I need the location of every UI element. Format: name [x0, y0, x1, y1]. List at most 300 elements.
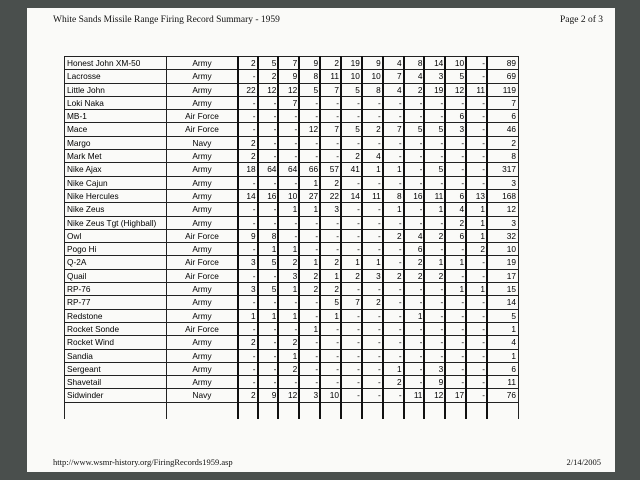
- table-row: [65, 309, 519, 322]
- service-cell: Army: [167, 150, 238, 163]
- missile-name-cell: Lacrosse: [65, 70, 167, 83]
- month-count-cell: -: [404, 96, 425, 109]
- month-count-cell: -: [404, 163, 425, 176]
- month-count-cell: -: [320, 362, 341, 375]
- missile-name-cell: MB-1: [65, 110, 167, 123]
- month-count-cell: 2: [424, 269, 445, 282]
- month-count-cell: 2: [320, 283, 341, 296]
- month-count-cell: -: [258, 176, 279, 189]
- month-count-cell: 1: [341, 256, 362, 269]
- month-count-cell: -: [466, 389, 487, 402]
- month-count-cell: 3: [278, 269, 299, 282]
- month-count-cell: 5: [341, 83, 362, 96]
- total-cell: 3: [487, 216, 518, 229]
- month-count-cell: -: [341, 283, 362, 296]
- month-count-cell: 6: [445, 229, 466, 242]
- month-count-cell: -: [362, 322, 383, 335]
- month-count-cell: 12: [299, 123, 320, 136]
- month-count-cell: -: [466, 96, 487, 109]
- month-count-cell: 8: [383, 189, 404, 202]
- missile-name-cell: Rocket Wind: [65, 336, 167, 349]
- month-count-cell: 3: [238, 256, 258, 269]
- month-count-cell: -: [258, 376, 279, 389]
- total-cell: 317: [487, 163, 518, 176]
- table-row: [65, 349, 519, 362]
- month-count-cell: -: [404, 296, 425, 309]
- month-count-cell: -: [320, 243, 341, 256]
- month-count-cell: -: [445, 150, 466, 163]
- month-count-cell: 1: [278, 203, 299, 216]
- month-count-cell: 10: [278, 189, 299, 202]
- month-count-cell: -: [424, 336, 445, 349]
- month-count-cell: -: [445, 309, 466, 322]
- month-count-cell: 6: [404, 243, 425, 256]
- month-count-cell: -: [362, 176, 383, 189]
- month-count-cell: 2: [278, 336, 299, 349]
- month-count-cell: 64: [278, 163, 299, 176]
- service-cell: Army: [167, 216, 238, 229]
- missile-name-cell: Shavetail: [65, 376, 167, 389]
- month-count-cell: 2: [299, 269, 320, 282]
- month-count-cell: -: [299, 376, 320, 389]
- month-count-cell: 6: [445, 189, 466, 202]
- month-count-cell: -: [466, 150, 487, 163]
- missile-name-cell: Little John: [65, 83, 167, 96]
- month-count-cell: -: [424, 216, 445, 229]
- month-count-cell: 4: [383, 57, 404, 70]
- month-count-cell: -: [404, 203, 425, 216]
- month-count-cell: 1: [383, 362, 404, 375]
- month-count-cell: 2: [278, 362, 299, 375]
- service-cell: Navy: [167, 136, 238, 149]
- service-cell: Army: [167, 296, 238, 309]
- month-count-cell: -: [299, 362, 320, 375]
- missile-name-cell: Sergeant: [65, 362, 167, 375]
- service-cell: Air Force: [167, 229, 238, 242]
- missile-name-cell: Owl: [65, 229, 167, 242]
- month-count-cell: -: [445, 296, 466, 309]
- service-cell: Navy: [167, 389, 238, 402]
- empty-cell: [362, 402, 383, 419]
- month-count-cell: -: [445, 136, 466, 149]
- month-count-cell: -: [466, 309, 487, 322]
- total-cell: 5: [487, 309, 518, 322]
- missile-name-cell: Sandia: [65, 349, 167, 362]
- month-count-cell: -: [299, 136, 320, 149]
- month-count-cell: -: [278, 322, 299, 335]
- month-count-cell: 8: [258, 229, 279, 242]
- month-count-cell: -: [341, 229, 362, 242]
- service-cell: Army: [167, 203, 238, 216]
- total-cell: 3: [487, 176, 518, 189]
- empty-cell: [424, 402, 445, 419]
- month-count-cell: 27: [299, 189, 320, 202]
- month-count-cell: 1: [466, 283, 487, 296]
- month-count-cell: -: [341, 216, 362, 229]
- month-count-cell: 7: [341, 296, 362, 309]
- month-count-cell: -: [404, 322, 425, 335]
- month-count-cell: 2: [341, 150, 362, 163]
- month-count-cell: -: [362, 336, 383, 349]
- month-count-cell: -: [238, 243, 258, 256]
- missile-name-cell: Nike Ajax: [65, 163, 167, 176]
- table-row: [65, 336, 519, 349]
- missile-name-cell: Sidwinder: [65, 389, 167, 402]
- month-count-cell: -: [466, 376, 487, 389]
- month-count-cell: 2: [238, 150, 258, 163]
- month-count-cell: -: [466, 176, 487, 189]
- month-count-cell: 7: [383, 70, 404, 83]
- month-count-cell: -: [445, 336, 466, 349]
- month-count-cell: 12: [278, 83, 299, 96]
- month-count-cell: -: [445, 163, 466, 176]
- total-cell: 14: [487, 296, 518, 309]
- service-cell: Army: [167, 70, 238, 83]
- month-count-cell: -: [383, 296, 404, 309]
- month-count-cell: 2: [445, 216, 466, 229]
- month-count-cell: -: [238, 322, 258, 335]
- month-count-cell: 10: [341, 70, 362, 83]
- month-count-cell: -: [238, 176, 258, 189]
- month-count-cell: -: [445, 176, 466, 189]
- month-count-cell: 66: [299, 163, 320, 176]
- month-count-cell: -: [258, 110, 279, 123]
- month-count-cell: -: [362, 389, 383, 402]
- month-count-cell: -: [238, 203, 258, 216]
- month-count-cell: 1: [362, 163, 383, 176]
- month-count-cell: -: [362, 309, 383, 322]
- table-row: [65, 96, 519, 109]
- month-count-cell: 1: [258, 309, 279, 322]
- month-count-cell: -: [341, 203, 362, 216]
- month-count-cell: -: [445, 96, 466, 109]
- month-count-cell: -: [258, 296, 279, 309]
- month-count-cell: 5: [341, 123, 362, 136]
- table-row: [65, 229, 519, 242]
- month-count-cell: 8: [404, 57, 425, 70]
- month-count-cell: -: [404, 216, 425, 229]
- month-count-cell: 4: [445, 203, 466, 216]
- month-count-cell: 2: [238, 336, 258, 349]
- empty-cell: [238, 402, 258, 419]
- month-count-cell: -: [238, 70, 258, 83]
- month-count-cell: 11: [466, 83, 487, 96]
- table-row: [65, 150, 519, 163]
- month-count-cell: 5: [424, 163, 445, 176]
- month-count-cell: 22: [238, 83, 258, 96]
- service-cell: Air Force: [167, 256, 238, 269]
- month-count-cell: 1: [299, 176, 320, 189]
- month-count-cell: 1: [466, 216, 487, 229]
- month-count-cell: -: [424, 309, 445, 322]
- month-count-cell: -: [299, 150, 320, 163]
- service-cell: Air Force: [167, 322, 238, 335]
- month-count-cell: -: [278, 216, 299, 229]
- month-count-cell: -: [320, 110, 341, 123]
- month-count-cell: -: [278, 229, 299, 242]
- month-count-cell: -: [278, 296, 299, 309]
- firing-record-table: [64, 56, 519, 419]
- service-cell: Army: [167, 163, 238, 176]
- month-count-cell: -: [320, 229, 341, 242]
- month-count-cell: 1: [466, 229, 487, 242]
- month-count-cell: -: [299, 96, 320, 109]
- month-count-cell: 12: [258, 83, 279, 96]
- table-row: [65, 57, 519, 70]
- month-count-cell: -: [299, 296, 320, 309]
- month-count-cell: 64: [258, 163, 279, 176]
- month-count-cell: -: [341, 96, 362, 109]
- month-count-cell: 8: [362, 83, 383, 96]
- month-count-cell: 13: [466, 189, 487, 202]
- month-count-cell: 2: [383, 269, 404, 282]
- missile-name-cell: Mark Met: [65, 150, 167, 163]
- month-count-cell: -: [362, 283, 383, 296]
- month-count-cell: 2: [362, 296, 383, 309]
- month-count-cell: 1: [445, 256, 466, 269]
- month-count-cell: -: [341, 336, 362, 349]
- month-count-cell: -: [362, 203, 383, 216]
- service-cell: Army: [167, 349, 238, 362]
- total-cell: 4: [487, 336, 518, 349]
- service-cell: Army: [167, 83, 238, 96]
- month-count-cell: -: [404, 336, 425, 349]
- month-count-cell: -: [424, 322, 445, 335]
- month-count-cell: -: [466, 110, 487, 123]
- month-count-cell: 6: [445, 110, 466, 123]
- month-count-cell: -: [362, 362, 383, 375]
- month-count-cell: -: [383, 243, 404, 256]
- month-count-cell: 2: [320, 57, 341, 70]
- month-count-cell: 1: [320, 309, 341, 322]
- month-count-cell: -: [424, 296, 445, 309]
- month-count-cell: 7: [278, 57, 299, 70]
- month-count-cell: -: [299, 336, 320, 349]
- month-count-cell: -: [278, 123, 299, 136]
- empty-cell: [466, 402, 487, 419]
- month-count-cell: 14: [238, 189, 258, 202]
- month-count-cell: 19: [424, 83, 445, 96]
- month-count-cell: 4: [404, 229, 425, 242]
- month-count-cell: 1: [445, 283, 466, 296]
- month-count-cell: -: [320, 336, 341, 349]
- month-count-cell: 5: [320, 296, 341, 309]
- month-count-cell: 2: [383, 229, 404, 242]
- month-count-cell: -: [362, 349, 383, 362]
- month-count-cell: 7: [383, 123, 404, 136]
- missile-name-cell: Nike Zeus Tgt (Highball): [65, 216, 167, 229]
- service-cell: Army: [167, 309, 238, 322]
- month-count-cell: -: [445, 322, 466, 335]
- total-cell: 168: [487, 189, 518, 202]
- month-count-cell: 18: [238, 163, 258, 176]
- missile-name-cell: Margo: [65, 136, 167, 149]
- month-count-cell: -: [466, 336, 487, 349]
- document-page: [27, 8, 615, 472]
- month-count-cell: -: [383, 216, 404, 229]
- table-row: [65, 83, 519, 96]
- missile-name-cell: Redstone: [65, 309, 167, 322]
- total-cell: 1: [487, 322, 518, 335]
- total-cell: 19: [487, 256, 518, 269]
- month-count-cell: -: [362, 376, 383, 389]
- month-count-cell: -: [258, 216, 279, 229]
- month-count-cell: 1: [278, 283, 299, 296]
- month-count-cell: -: [320, 322, 341, 335]
- month-count-cell: 1: [404, 309, 425, 322]
- month-count-cell: 22: [320, 189, 341, 202]
- month-count-cell: -: [341, 376, 362, 389]
- month-count-cell: 11: [424, 189, 445, 202]
- empty-cell: [278, 402, 299, 419]
- month-count-cell: -: [299, 243, 320, 256]
- month-count-cell: -: [278, 176, 299, 189]
- month-count-cell: 1: [278, 309, 299, 322]
- month-count-cell: 1: [383, 203, 404, 216]
- month-count-cell: 9: [258, 389, 279, 402]
- month-count-cell: -: [466, 256, 487, 269]
- table-row: [65, 296, 519, 309]
- month-count-cell: 12: [424, 389, 445, 402]
- month-count-cell: -: [362, 96, 383, 109]
- month-count-cell: -: [404, 362, 425, 375]
- month-count-cell: -: [445, 362, 466, 375]
- missile-name-cell: Quail: [65, 269, 167, 282]
- month-count-cell: -: [362, 110, 383, 123]
- month-count-cell: 5: [445, 70, 466, 83]
- footer-date: 2/14/2005: [566, 457, 601, 467]
- month-count-cell: 3: [424, 362, 445, 375]
- month-count-cell: -: [320, 349, 341, 362]
- month-count-cell: 57: [320, 163, 341, 176]
- month-count-cell: -: [299, 229, 320, 242]
- month-count-cell: -: [299, 349, 320, 362]
- month-count-cell: -: [238, 362, 258, 375]
- month-count-cell: 41: [341, 163, 362, 176]
- month-count-cell: -: [258, 203, 279, 216]
- month-count-cell: 4: [362, 150, 383, 163]
- month-count-cell: 2: [258, 70, 279, 83]
- month-count-cell: 1: [299, 203, 320, 216]
- month-count-cell: -: [466, 349, 487, 362]
- service-cell: Army: [167, 376, 238, 389]
- month-count-cell: -: [466, 57, 487, 70]
- month-count-cell: -: [424, 110, 445, 123]
- month-count-cell: 14: [424, 57, 445, 70]
- month-count-cell: -: [383, 349, 404, 362]
- table-row: [65, 203, 519, 216]
- missile-name-cell: Honest John XM-50: [65, 57, 167, 70]
- month-count-cell: 11: [404, 389, 425, 402]
- table-row: [65, 123, 519, 136]
- month-count-cell: 1: [466, 203, 487, 216]
- month-count-cell: -: [278, 136, 299, 149]
- month-count-cell: -: [278, 110, 299, 123]
- table-row: [65, 256, 519, 269]
- month-count-cell: -: [466, 362, 487, 375]
- month-count-cell: 2: [238, 389, 258, 402]
- month-count-cell: 2: [320, 256, 341, 269]
- month-count-cell: -: [341, 362, 362, 375]
- month-count-cell: -: [341, 389, 362, 402]
- month-count-cell: -: [424, 243, 445, 256]
- month-count-cell: -: [258, 136, 279, 149]
- empty-cell: [445, 402, 466, 419]
- month-count-cell: -: [341, 309, 362, 322]
- empty-cell: [299, 402, 320, 419]
- month-count-cell: -: [383, 309, 404, 322]
- month-count-cell: -: [362, 216, 383, 229]
- month-count-cell: -: [404, 283, 425, 296]
- month-count-cell: -: [404, 176, 425, 189]
- month-count-cell: 1: [424, 203, 445, 216]
- total-cell: 12: [487, 203, 518, 216]
- month-count-cell: 5: [424, 123, 445, 136]
- missile-name-cell: RP-77: [65, 296, 167, 309]
- month-count-cell: 3: [238, 283, 258, 296]
- month-count-cell: 10: [445, 57, 466, 70]
- table-row: [65, 376, 519, 389]
- empty-cell: [167, 402, 238, 419]
- month-count-cell: -: [238, 123, 258, 136]
- month-count-cell: -: [466, 123, 487, 136]
- month-count-cell: 12: [278, 389, 299, 402]
- total-cell: 6: [487, 362, 518, 375]
- month-count-cell: -: [320, 96, 341, 109]
- month-count-cell: 2: [238, 136, 258, 149]
- total-cell: 17: [487, 269, 518, 282]
- empty-cell: [320, 402, 341, 419]
- empty-cell: [258, 402, 279, 419]
- month-count-cell: -: [383, 176, 404, 189]
- month-count-cell: 2: [320, 176, 341, 189]
- month-count-cell: 3: [320, 203, 341, 216]
- month-count-cell: -: [424, 136, 445, 149]
- month-count-cell: -: [278, 150, 299, 163]
- month-count-cell: -: [341, 243, 362, 256]
- month-count-cell: 7: [320, 123, 341, 136]
- empty-cell: [487, 402, 518, 419]
- month-count-cell: 10: [362, 70, 383, 83]
- month-count-cell: 1: [238, 309, 258, 322]
- month-count-cell: -: [299, 110, 320, 123]
- month-count-cell: -: [445, 376, 466, 389]
- empty-table-row: [65, 402, 519, 419]
- table-row: [65, 362, 519, 375]
- month-count-cell: 3: [299, 389, 320, 402]
- total-cell: 119: [487, 83, 518, 96]
- month-count-cell: 3: [445, 123, 466, 136]
- missile-name-cell: Nike Hercules: [65, 189, 167, 202]
- month-count-cell: 3: [362, 269, 383, 282]
- table-row: [65, 322, 519, 335]
- month-count-cell: -: [466, 136, 487, 149]
- month-count-cell: 9: [424, 376, 445, 389]
- page-number: Page 2 of 3: [559, 15, 603, 25]
- table-row: [65, 189, 519, 202]
- table-row: [65, 216, 519, 229]
- month-count-cell: 2: [341, 269, 362, 282]
- service-cell: Army: [167, 176, 238, 189]
- month-count-cell: -: [320, 376, 341, 389]
- month-count-cell: 12: [445, 83, 466, 96]
- month-count-cell: -: [404, 376, 425, 389]
- month-count-cell: -: [320, 216, 341, 229]
- missile-name-cell: Loki Naka: [65, 96, 167, 109]
- month-count-cell: 9: [299, 57, 320, 70]
- month-count-cell: -: [320, 136, 341, 149]
- total-cell: 89: [487, 57, 518, 70]
